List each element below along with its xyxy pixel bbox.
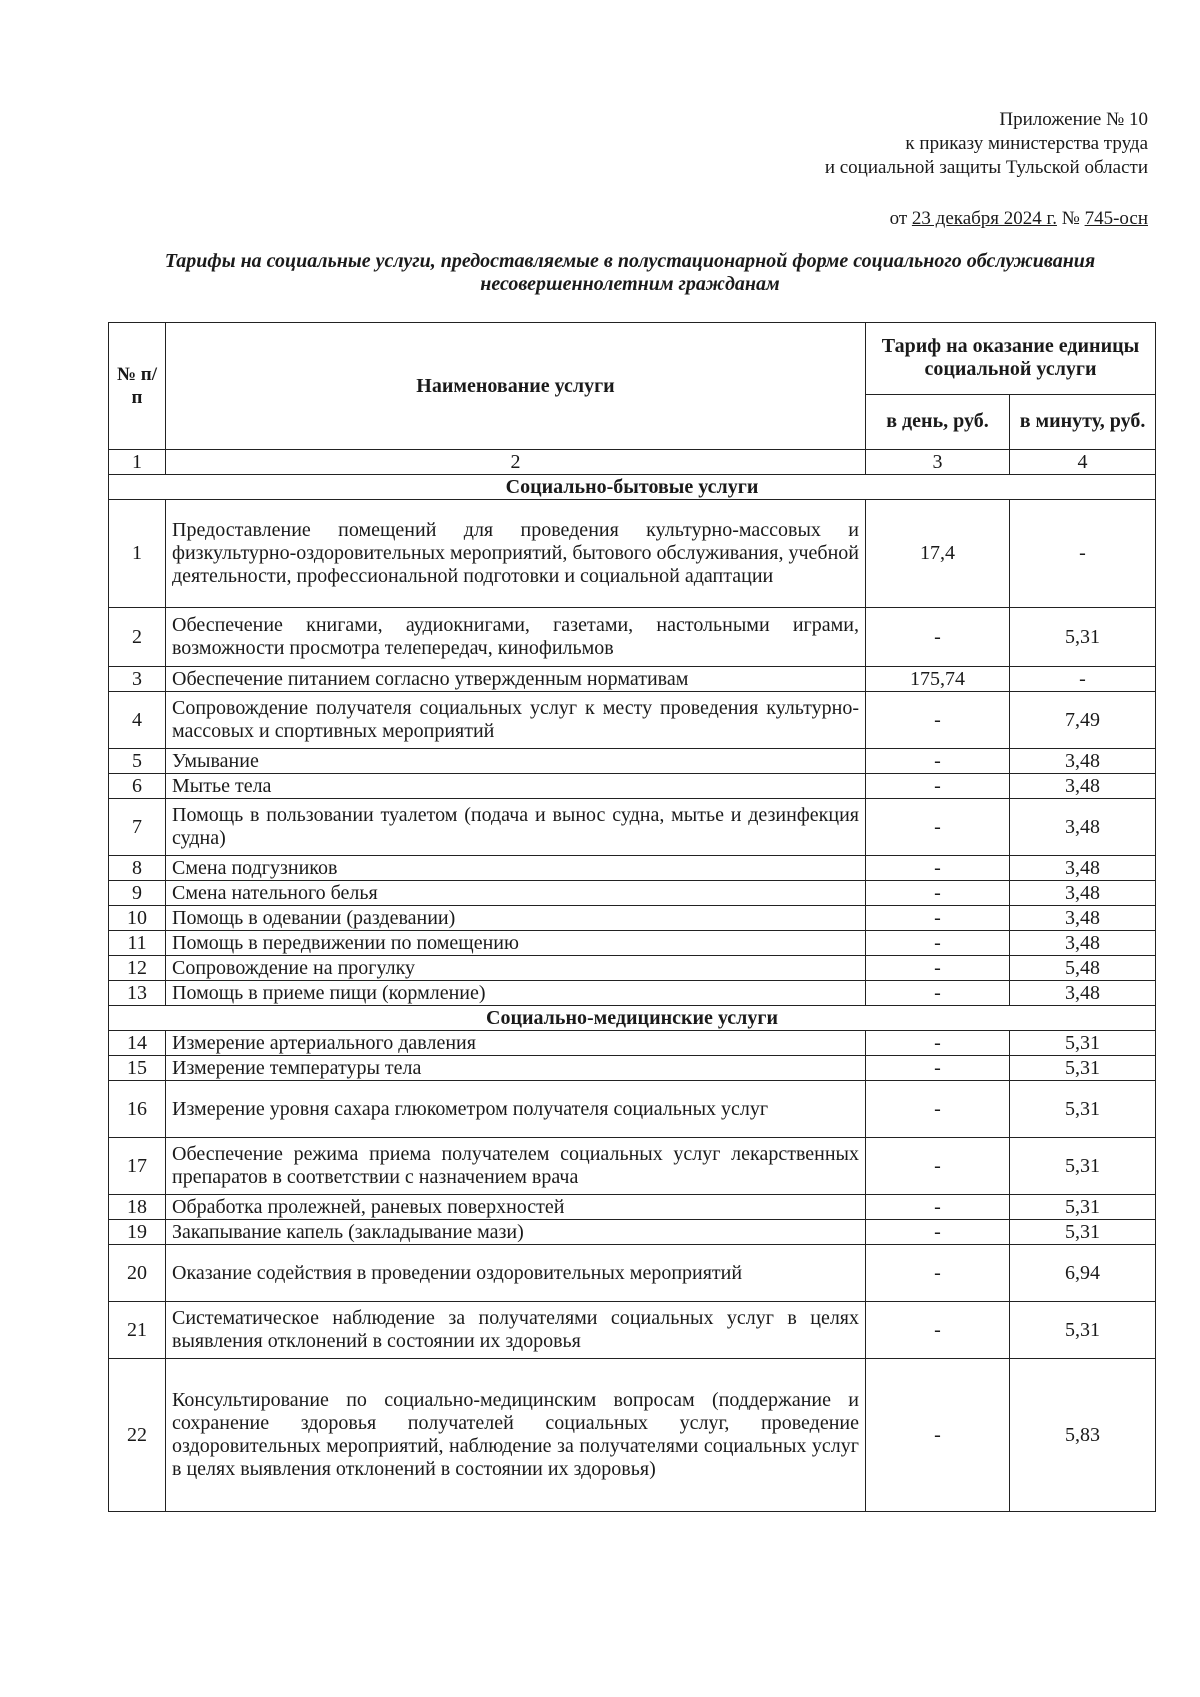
row-number-cell: 12 bbox=[109, 956, 166, 981]
table-row bbox=[109, 931, 1156, 956]
header-number: № п/п bbox=[109, 323, 166, 450]
row-number-cell: 5 bbox=[109, 749, 166, 774]
row-number-cell: 6 bbox=[109, 774, 166, 799]
tariff-per-minute-cell: 5,48 bbox=[1010, 956, 1156, 981]
row-number-cell: 7 bbox=[109, 799, 166, 856]
row-number-cell: 16 bbox=[109, 1081, 166, 1138]
table-row bbox=[109, 500, 1156, 608]
tariff-per-minute-cell: 6,94 bbox=[1010, 1245, 1156, 1302]
tariff-per-day-cell: - bbox=[866, 608, 1010, 667]
tariff-per-minute-cell: 5,31 bbox=[1010, 1031, 1156, 1056]
row-number-cell: 14 bbox=[109, 1031, 166, 1056]
tariff-per-day-cell: 17,4 bbox=[866, 500, 1010, 608]
tariff-per-minute-cell: 5,31 bbox=[1010, 1138, 1156, 1195]
service-name-cell: Закапывание капель (закладывание мази) bbox=[166, 1220, 866, 1245]
table-row bbox=[109, 1138, 1156, 1195]
tariff-per-minute-cell: 3,48 bbox=[1010, 906, 1156, 931]
table-row bbox=[109, 1302, 1156, 1359]
table-row bbox=[109, 1245, 1156, 1302]
service-name-cell: Измерение уровня сахара глюкометром получателя социальных услуг bbox=[166, 1081, 866, 1138]
column-index-cell: 1 bbox=[109, 450, 166, 475]
document-header bbox=[825, 108, 1148, 231]
tariff-per-minute-cell: 3,48 bbox=[1010, 981, 1156, 1006]
service-name-cell: Обеспечение питанием согласно утвержденным нормативам bbox=[166, 667, 866, 692]
service-name-cell: Мытье тела bbox=[166, 774, 866, 799]
service-name-cell: Оказание содействия в проведении оздоровительных мероприятий bbox=[166, 1245, 866, 1302]
service-name-cell: Смена нательного белья bbox=[166, 881, 866, 906]
table-row bbox=[109, 1220, 1156, 1245]
section-row bbox=[109, 475, 1156, 500]
row-number-cell: 3 bbox=[109, 667, 166, 692]
service-name-cell: Помощь в пользовании туалетом (подача и вынос судна, мытье и дезинфекция судна) bbox=[166, 799, 866, 856]
table-row bbox=[109, 608, 1156, 667]
tariff-per-minute-cell: 3,48 bbox=[1010, 749, 1156, 774]
row-number-cell: 18 bbox=[109, 1195, 166, 1220]
row-number-cell: 13 bbox=[109, 981, 166, 1006]
table-row bbox=[109, 774, 1156, 799]
table-row bbox=[109, 1056, 1156, 1081]
order-date: 23 декабря 2024 г. bbox=[911, 208, 1057, 229]
tariff-per-day-cell: - bbox=[866, 1081, 1010, 1138]
table-row bbox=[109, 906, 1156, 931]
table-body bbox=[109, 450, 1156, 1512]
service-name-cell: Сопровождение получателя социальных услуг к месту проведения культурно-массовых и спортивных мероприятий bbox=[166, 692, 866, 749]
tariff-per-day-cell: - bbox=[866, 774, 1010, 799]
tariff-per-day-cell: - bbox=[866, 1031, 1010, 1056]
tariff-per-minute-cell: 5,31 bbox=[1010, 608, 1156, 667]
tariff-per-minute-cell: 3,48 bbox=[1010, 856, 1156, 881]
tariff-per-day-cell: - bbox=[866, 956, 1010, 981]
header-service-name: Наименование услуги bbox=[166, 323, 866, 450]
tariff-per-day-cell: - bbox=[866, 799, 1010, 856]
tariff-table bbox=[108, 322, 1156, 1512]
document-title: Тарифы на социальные услуги, предоставляемые в полустационарной форме социального обслуживания несовершеннолетним гражданам bbox=[164, 250, 1096, 295]
service-name-cell: Обеспечение книгами, аудиокнигами, газетами, настольными играми, возможности просмотра телепередач, кинофильмов bbox=[166, 608, 866, 667]
header-tariff: Тариф на оказание единицы социальной услуги bbox=[866, 323, 1156, 395]
table-row bbox=[109, 856, 1156, 881]
section-title: Социально-бытовые услуги bbox=[109, 475, 1156, 500]
table-header-row bbox=[109, 323, 1156, 395]
tariff-per-day-cell: - bbox=[866, 692, 1010, 749]
tariff-per-day-cell: - bbox=[866, 1245, 1010, 1302]
tariff-per-minute-cell: 5,31 bbox=[1010, 1302, 1156, 1359]
row-number-cell: 11 bbox=[109, 931, 166, 956]
order-reference-line: к приказу министерства труда bbox=[905, 133, 1148, 154]
tariff-per-day-cell: 175,74 bbox=[866, 667, 1010, 692]
table-row bbox=[109, 1195, 1156, 1220]
column-index-cell: 2 bbox=[166, 450, 866, 475]
table-row bbox=[109, 1359, 1156, 1512]
tariff-per-day-cell: - bbox=[866, 1220, 1010, 1245]
table-row bbox=[109, 667, 1156, 692]
tariff-per-minute-cell: 5,31 bbox=[1010, 1056, 1156, 1081]
order-date-line: от 23 декабря 2024 г. № 745-осн bbox=[889, 208, 1148, 229]
service-name-cell: Смена подгузников bbox=[166, 856, 866, 881]
tariff-per-day-cell: - bbox=[866, 1195, 1010, 1220]
table-row bbox=[109, 1081, 1156, 1138]
ministry-line: и социальной защиты Тульской области bbox=[824, 157, 1148, 178]
row-number-cell: 8 bbox=[109, 856, 166, 881]
section-title: Социально-медицинские услуги bbox=[109, 1006, 1156, 1031]
tariff-per-minute-cell: 5,31 bbox=[1010, 1195, 1156, 1220]
tariff-per-day-cell: - bbox=[866, 1359, 1010, 1512]
row-number-cell: 15 bbox=[109, 1056, 166, 1081]
tariff-per-minute-cell: 3,48 bbox=[1010, 931, 1156, 956]
tariff-per-day-cell: - bbox=[866, 856, 1010, 881]
tariff-per-day-cell: - bbox=[866, 1056, 1010, 1081]
row-number-cell: 22 bbox=[109, 1359, 166, 1512]
tariff-per-day-cell: - bbox=[866, 1138, 1010, 1195]
table-row bbox=[109, 1031, 1156, 1056]
column-index-cell: 3 bbox=[866, 450, 1010, 475]
row-number-cell: 20 bbox=[109, 1245, 166, 1302]
tariff-per-minute-cell: - bbox=[1010, 667, 1156, 692]
service-name-cell: Обеспечение режима приема получателем социальных услуг лекарственных препаратов в соответствии с назначением врача bbox=[166, 1138, 866, 1195]
table-row bbox=[109, 799, 1156, 856]
tariff-per-minute-cell: 7,49 bbox=[1010, 692, 1156, 749]
tariff-per-minute-cell: 5,31 bbox=[1010, 1220, 1156, 1245]
table-row bbox=[109, 881, 1156, 906]
tariff-per-day-cell: - bbox=[866, 931, 1010, 956]
row-number-cell: 1 bbox=[109, 500, 166, 608]
row-number-cell: 2 bbox=[109, 608, 166, 667]
service-name-cell: Помощь в приеме пищи (кормление) bbox=[166, 981, 866, 1006]
service-name-cell: Систематическое наблюдение за получателями социальных услуг в целях выявления отклонений в состоянии их здоровья bbox=[166, 1302, 866, 1359]
service-name-cell: Помощь в передвижении по помещению bbox=[166, 931, 866, 956]
table-row bbox=[109, 749, 1156, 774]
row-number-cell: 21 bbox=[109, 1302, 166, 1359]
tariff-per-day-cell: - bbox=[866, 981, 1010, 1006]
tariff-per-day-cell: - bbox=[866, 906, 1010, 931]
column-index-cell: 4 bbox=[1010, 450, 1156, 475]
section-row bbox=[109, 1006, 1156, 1031]
table-row bbox=[109, 981, 1156, 1006]
service-name-cell: Умывание bbox=[166, 749, 866, 774]
tariff-per-minute-cell: 5,83 bbox=[1010, 1359, 1156, 1512]
order-number: 745-осн bbox=[1084, 208, 1148, 229]
tariff-per-day-cell: - bbox=[866, 881, 1010, 906]
service-name-cell: Помощь в одевании (раздевании) bbox=[166, 906, 866, 931]
table-row bbox=[109, 956, 1156, 981]
column-index-row bbox=[109, 450, 1156, 475]
tariff-per-day-cell: - bbox=[866, 749, 1010, 774]
header-per-day: в день, руб. bbox=[866, 394, 1010, 449]
header-per-minute: в минуту, руб. bbox=[1010, 394, 1156, 449]
service-name-cell: Измерение артериального давления bbox=[166, 1031, 866, 1056]
row-number-cell: 17 bbox=[109, 1138, 166, 1195]
service-name-cell: Консультирование по социально-медицинским вопросам (поддержание и сохранение здоровья получателей социальных услуг, проведение оздоровительных мероприятий, наблюдение за получателями социальных услуг в целях выявления отклонений в состоянии их здоровья) bbox=[166, 1359, 866, 1512]
row-number-cell: 10 bbox=[109, 906, 166, 931]
tariff-per-day-cell: - bbox=[866, 1302, 1010, 1359]
row-number-cell: 9 bbox=[109, 881, 166, 906]
tariff-per-minute-cell: 3,48 bbox=[1010, 774, 1156, 799]
appendix-label: Приложение № 10 bbox=[999, 109, 1148, 130]
row-number-cell: 4 bbox=[109, 692, 166, 749]
tariff-per-minute-cell: 5,31 bbox=[1010, 1081, 1156, 1138]
tariff-per-minute-cell: 3,48 bbox=[1010, 799, 1156, 856]
row-number-cell: 19 bbox=[109, 1220, 166, 1245]
service-name-cell: Измерение температуры тела bbox=[166, 1056, 866, 1081]
table-row bbox=[109, 692, 1156, 749]
tariff-per-minute-cell: - bbox=[1010, 500, 1156, 608]
service-name-cell: Предоставление помещений для проведения культурно-массовых и физкультурно-оздоровительных мероприятий, бытового обслуживания, учебной деятельности, профессиональной подготовки и социальной адаптации bbox=[166, 500, 866, 608]
tariff-per-minute-cell: 3,48 bbox=[1010, 881, 1156, 906]
service-name-cell: Сопровождение на прогулку bbox=[166, 956, 866, 981]
service-name-cell: Обработка пролежней, раневых поверхностей bbox=[166, 1195, 866, 1220]
